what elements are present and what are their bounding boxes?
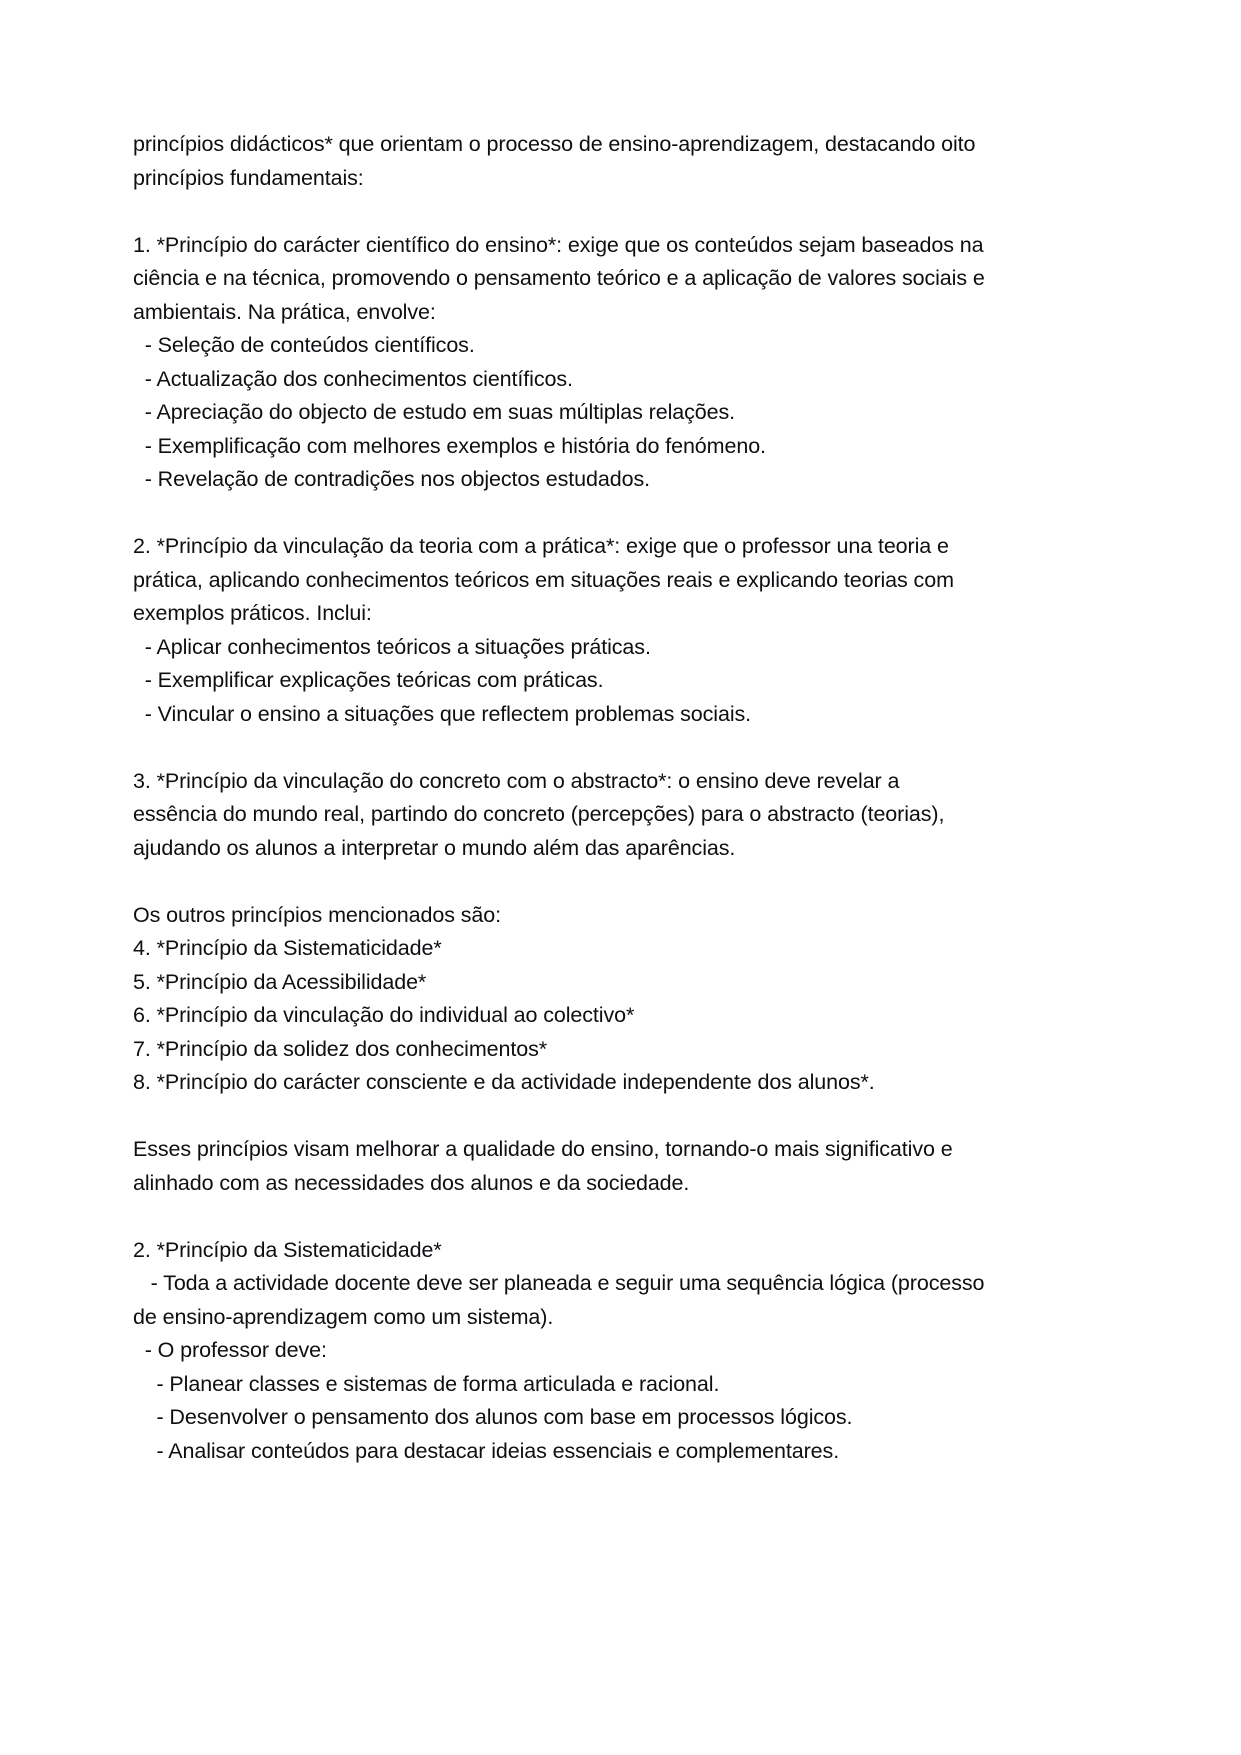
heading-section-2: 2. *Princípio da Sistematicidade* bbox=[133, 1237, 442, 1262]
document-text-body bbox=[133, 128, 991, 1468]
list-item-section-2-2: - O professor deve: bbox=[133, 1338, 327, 1362]
numbered-item-principle-4: 4. *Princípio da Sistematicidade* bbox=[133, 936, 442, 960]
list-item-principle-1-2: - Actualização dos conhecimentos científicos. bbox=[133, 366, 573, 391]
list-item-section-2-1: - Toda a actividade docente deve ser planeada e seguir uma sequência lógica (processo de ensino-aprendizagem como um sistema). bbox=[133, 1271, 991, 1329]
paragraph-others-intro: Os outros princípios mencionados são: bbox=[133, 902, 501, 927]
paragraph-spacer bbox=[133, 865, 985, 899]
list-item-principle-1-5: - Revelação de contradições nos objectos estudados. bbox=[133, 467, 650, 491]
sublist-item-section-2-1: - Planear classes e sistemas de forma articulada e racional. bbox=[133, 1371, 720, 1396]
sublist-item-section-2-3: - Analisar conteúdos para destacar ideias essenciais e complementares. bbox=[133, 1438, 840, 1463]
paragraph-spacer bbox=[133, 731, 985, 765]
numbered-item-principle-8: 8. *Princípio do carácter consciente e da actividade independente dos alunos*. bbox=[133, 1070, 875, 1094]
numbered-item-principle-5: 5. *Princípio da Acessibilidade* bbox=[133, 969, 427, 994]
list-item-principle-1-3: - Apreciação do objecto de estudo em suas múltiplas relações. bbox=[133, 400, 736, 424]
list-item-principle-2-2: - Exemplificar explicações teóricas com práticas. bbox=[133, 668, 604, 692]
paragraph-spacer bbox=[133, 1200, 985, 1234]
paragraph-principle-2: 2. *Princípio da vinculação da teoria com a prática*: exige que o professor una teoria e prática, aplicando conhecimentos teóricos em situações reais e explicando teorias com exemplos práticos. Inclui: bbox=[133, 534, 960, 625]
list-item-principle-1-4: - Exemplificação com melhores exemplos e história do fenómeno. bbox=[133, 433, 766, 458]
paragraph-principle-1: 1. *Princípio do carácter científico do ensino*: exige que os conteúdos sejam baseados na ciência e na técnica, promovendo o pensamento teórico e a aplicação de valores sociais e ambientais. Na prática, envolve: bbox=[133, 232, 991, 324]
paragraph-spacer bbox=[133, 195, 985, 229]
list-item-principle-2-3: - Vincular o ensino a situações que reflectem problemas sociais. bbox=[133, 701, 752, 726]
sublist-item-section-2-2: - Desenvolver o pensamento dos alunos com base em processos lógicos. bbox=[133, 1405, 853, 1429]
list-item-principle-1-1: - Seleção de conteúdos científicos. bbox=[133, 333, 475, 357]
numbered-item-principle-7: 7. *Princípio da solidez dos conhecimentos* bbox=[133, 1036, 547, 1061]
paragraph-closing: Esses princípios visam melhorar a qualidade do ensino, tornando-o mais significativo e alinhado com as necessidades dos alunos e da sociedade. bbox=[133, 1137, 959, 1195]
list-item-principle-2-1: - Aplicar conhecimentos teóricos a situações práticas. bbox=[133, 634, 651, 659]
paragraph-principle-3: 3. *Princípio da vinculação do concreto com o abstracto*: o ensino deve revelar a essência do mundo real, partindo do concreto (percepções) para o abstracto (teorias), ajudando os alunos a interpretar o mundo além das aparências. bbox=[133, 768, 951, 860]
paragraph-intro: princípios didácticos* que orientam o processo de ensino-aprendizagem, destacando oito princípios fundamentais: bbox=[133, 132, 982, 190]
paragraph-spacer bbox=[133, 497, 985, 531]
paragraph-spacer bbox=[133, 1100, 985, 1134]
numbered-item-principle-6: 6. *Princípio da vinculação do individual ao colectivo* bbox=[133, 1003, 635, 1027]
